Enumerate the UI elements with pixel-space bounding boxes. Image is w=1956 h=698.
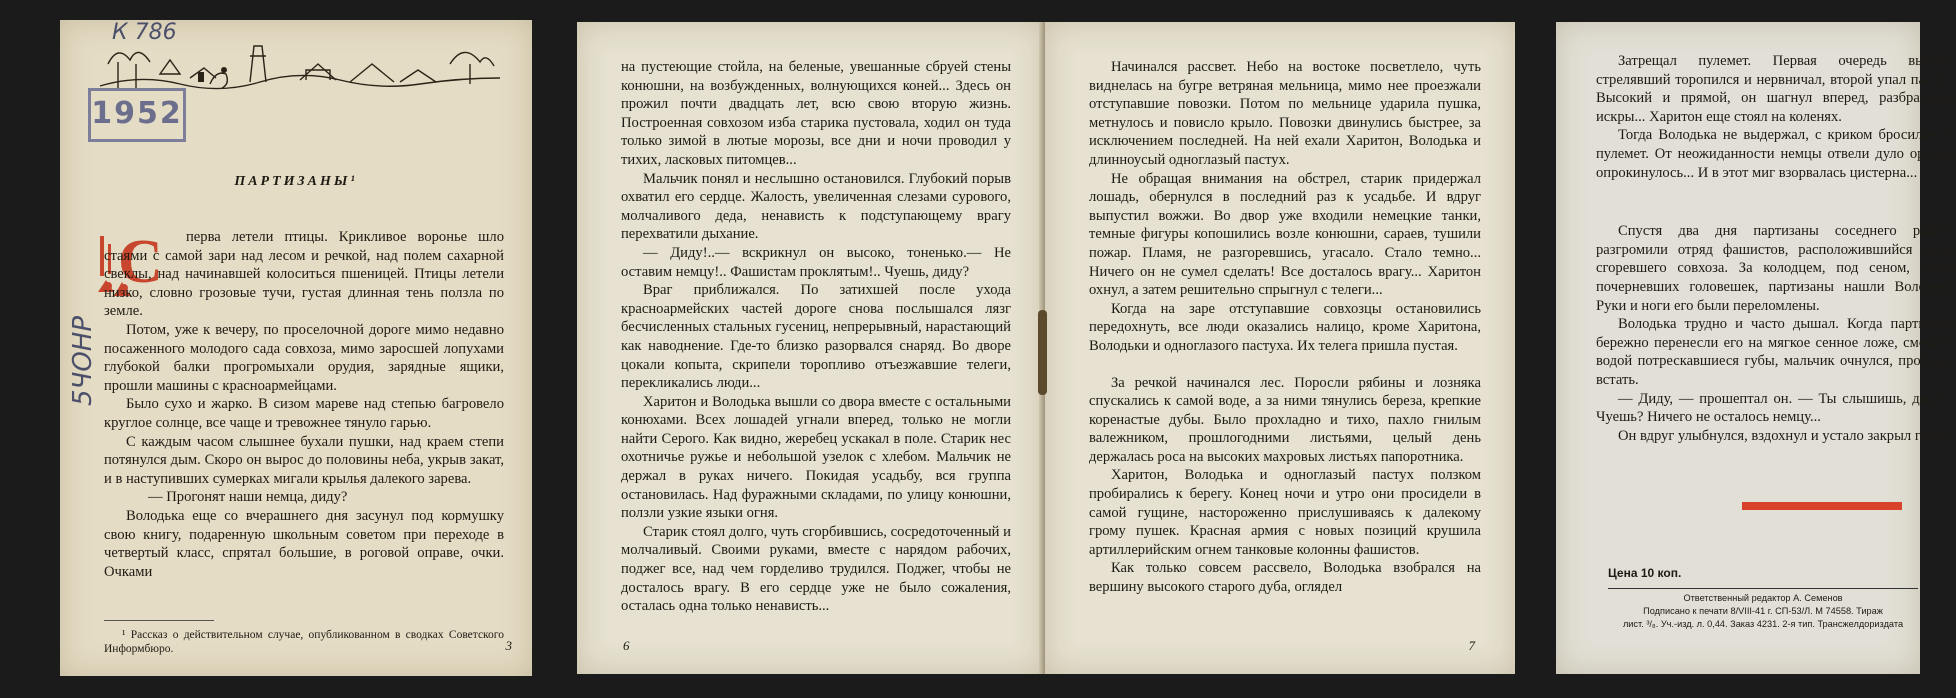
page-number: 6 xyxy=(623,638,630,653)
paragraph: Старик стоял долго, чуть сгорбившись, сосредоточенный и молчаливый. Своими руками, вместе с нарядом рабочих, поджег все, над чем горделиво трудился. Поджег, чтобы не досталось врагу. В его сердце уже не было сожаления, осталась одна только ненависть... xyxy=(621,523,1011,615)
imprint-line: Подписано к печати 8/VIII-41 г. СП-53/Л. М 74558. Тираж xyxy=(1643,606,1883,616)
publication-imprint xyxy=(1608,588,1918,631)
page-7 xyxy=(1045,22,1515,674)
footnote-divider xyxy=(104,620,214,621)
binding-thread xyxy=(1038,310,1047,395)
paragraph: Володька трудно и часто дышал. Когда партизаны бережно перенесли его на мягкое сенное ложе, смочили водой потрескавшиеся губы, мальчик очнулся, пробовал встать. xyxy=(1596,316,1956,388)
page-6-body xyxy=(621,58,1011,616)
page-8 xyxy=(1556,22,1956,674)
paragraph: Как только совсем рассвело, Володька взобрался на вершину высокого старого дуба, оглядел xyxy=(1089,560,1481,596)
page-number: 3 xyxy=(505,638,512,653)
paragraph: — Прогонят наши немца, диду? xyxy=(148,489,348,506)
footnote: ¹ Рассказ о действительном случае, опубликованном в сводках Советского Информбюро. xyxy=(104,629,504,655)
paragraph: Мальчик понял и неслышно остановился. Глубокий порыв охватил его сердце. Жалость, увеличенная слезами сурового, молчаливого деда, ненависть к подступающему врагу перехватили дыхание. xyxy=(621,170,1011,243)
price-label: Цена 10 коп. xyxy=(1608,566,1682,580)
page-number: 7 xyxy=(1468,638,1475,653)
story-title: ПАРТИЗАНЫ¹ xyxy=(234,174,358,189)
paragraph: За речкой начинался лес. Поросли рябины и лозняка спускались к самой воде, а за ними тянулись береза, крепкие коренастые дубы. Было прохладно и тихо, пахло гнилым валежником, прошлогодними листьями, целый день держалась роса на высоких махровых листьях папоротника. xyxy=(1089,374,1481,465)
paragraph: — Диду!..— вскрикнул он высоко, тоненько.— Не оставим немцу!.. Фашистам проклятым!.. Чуешь, диду? xyxy=(621,244,1011,280)
handwritten-shelf-mark: 5ЧОНР xyxy=(68,315,99,407)
paragraph: Спустя два дня партизаны соседнего района разгромили отряд фашистов, расположившийся возле сгоревшего совхоза. За колодцем, под сеном, среди почерневших головешек, партизаны нашли Володьку. Руки и ноги его были переломлены. xyxy=(1596,223,1956,314)
library-stamp: 1952 xyxy=(88,88,186,142)
paragraph: на пустеющие стойла, на беленые, увешанные сбруей стены конюшни, на возбужденных, волнующихся коней... Здесь он прожил почти двадцать лет, всю свою вторую жизнь. Построенная совхозом изба старика пустовала, ходил он туда только зимой в лютые морозы, все дни и ночи проводил у тихих, ласковых питомцев... xyxy=(621,59,1011,168)
paragraph: перва летели птицы. Крикливое воронье шло стаями с самой зари над лесом и речкой, над полем сахарной свеклы, над начинавшей колоситься пшеницей. Птицы летели низко, словно грозовые тучи, густая длинная тень ползла по земле. xyxy=(104,229,504,320)
paragraph: С каждым часом слышнее бухали пушки, над краем степи потянулся дым. Скоро он вырос до половины неба, укрыв закат, и в наступивших сумерках мигали крылья далекого зарева. xyxy=(104,433,504,487)
page-7-body xyxy=(1089,58,1481,597)
drop-cap-letter: С xyxy=(118,228,163,296)
paragraph: Когда на заре отступавшие совхозцы остановились передохнуть, все люди оказались налицо, кроме Харитона, Володьки и одноглазого пастуха. Их телега пришла пустая. xyxy=(1089,300,1481,354)
paragraph: Начинался рассвет. Небо на востоке посветлело, чуть виднелась на бугре ветряная мельница, мимо нее проезжали отступавшие повозки. Потом по мельнице ударила пушка, метнулось и повисло крыло. Повозки двинулись быстрее, за исключением последней. На ней ехали Харитон, Володька и длинноусый одноглазый пастух. xyxy=(1089,59,1481,168)
paragraph: Враг приближался. По затихшей после ухода красноармейских частей дороге снова послышался лязг бесчисленных стальных гусениц, непрерывный, нарастающий как наводнение. Где-то близко разорвался снаряд. Во дворе цокали копыта, скрипели торопливо отъезжавшие телеги, перекликались люди... xyxy=(621,282,1011,392)
page-6 xyxy=(577,22,1043,674)
page-3 xyxy=(60,20,532,676)
imprint-line: Ответственный редактор А. Семенов xyxy=(1683,593,1843,603)
imprint-line: лист. ³/₈. Уч.-изд. л. 0,44. Заказ 4231. 2-я тип. Трансжелдориздата xyxy=(1622,619,1904,629)
decorative-red-bar xyxy=(1742,502,1902,510)
paragraph: — Диду, — прошептал он. — Ты слышишь, диду?.. Чуешь? Ничего не осталось немцу... xyxy=(1596,390,1956,426)
paragraph: Харитон, Володька и одноглазый пастух ползком пробирались к берегу. Конец ночи и утро они просидели в самой гущине, настороженно прислушиваясь к далекому грому пушек. Красная армия с новых позиций крушила артиллерийским огнем танковые колонны фашистов. xyxy=(1089,467,1481,558)
paragraph: Было сухо и жарко. В сизом мареве над степью багровело круглое солнце, все чаще и тревожнее тянуло гарью. xyxy=(104,396,504,431)
paragraph: Володька еще со вчерашнего дня засунул под кормушку свою книгу, подаренную школьным советом при переходе в четвертый класс, спрятал большие, в роговой оправе, очки. Очками xyxy=(104,507,504,580)
paragraph: Затрещал пулемет. Первая очередь высоко, стрелявший торопился и нервничал, второй упал пастух. Высокий и прямой, он шагнул вперед, разбрасывая искры... Харитон еще стоял на коленях. xyxy=(1596,53,1956,125)
paragraph: Потом, уже к вечеру, по проселочной дороге мимо недавно посаженного молодого сада совхоза, мимо заросшей лопухами глубокой балки прогромыхали орудия, зарядные ящики, прошли машины с красноармейцами. xyxy=(104,321,504,394)
paragraph: Тогда Володька не выдержал, с криком бросился на пулемет. От неожиданности немцы отвели дуло оружия опрокинулось... И в этот миг взорвалась цистерна... xyxy=(1596,127,1956,181)
paragraph: Он вдруг улыбнулся, вздохнул и устало закрыл глаза. xyxy=(1618,427,1950,444)
page-8-body xyxy=(1596,52,1956,445)
page-3-body xyxy=(104,228,504,581)
paragraph: Харитон и Володька вышли со двора вместе с остальными конюхами. Всех лошадей угнали вперед, только не могли найти Серого. Как видно, жеребец ускакал в поле. Старик нес охотничье ружье и небольшой узелок с хлебом. Мальчик не держал в руках ничего. Покидая усадьбу, вся группа остановилась. Над фуражными складами, по улицу конюшни, ползли узкие языки огня. xyxy=(621,393,1011,522)
paragraph: Не обращая внимания на обстрел, старик придержал лошадь, обернулся в последний раз к усадьбе. И вдруг выпустил вожжи. Во двор уже входили немецкие танки, темные фигуры копошились возле конюшни, сараев, тушили пожар. Пламя, не разгоревшись, угасало. Стало темно... Ничего он не сумел сделать! Все досталось врагу... Харитон охнул, а затем решительно спрыгнул с телеги... xyxy=(1089,170,1481,299)
handwritten-inventory-number: К 786 xyxy=(112,20,177,45)
